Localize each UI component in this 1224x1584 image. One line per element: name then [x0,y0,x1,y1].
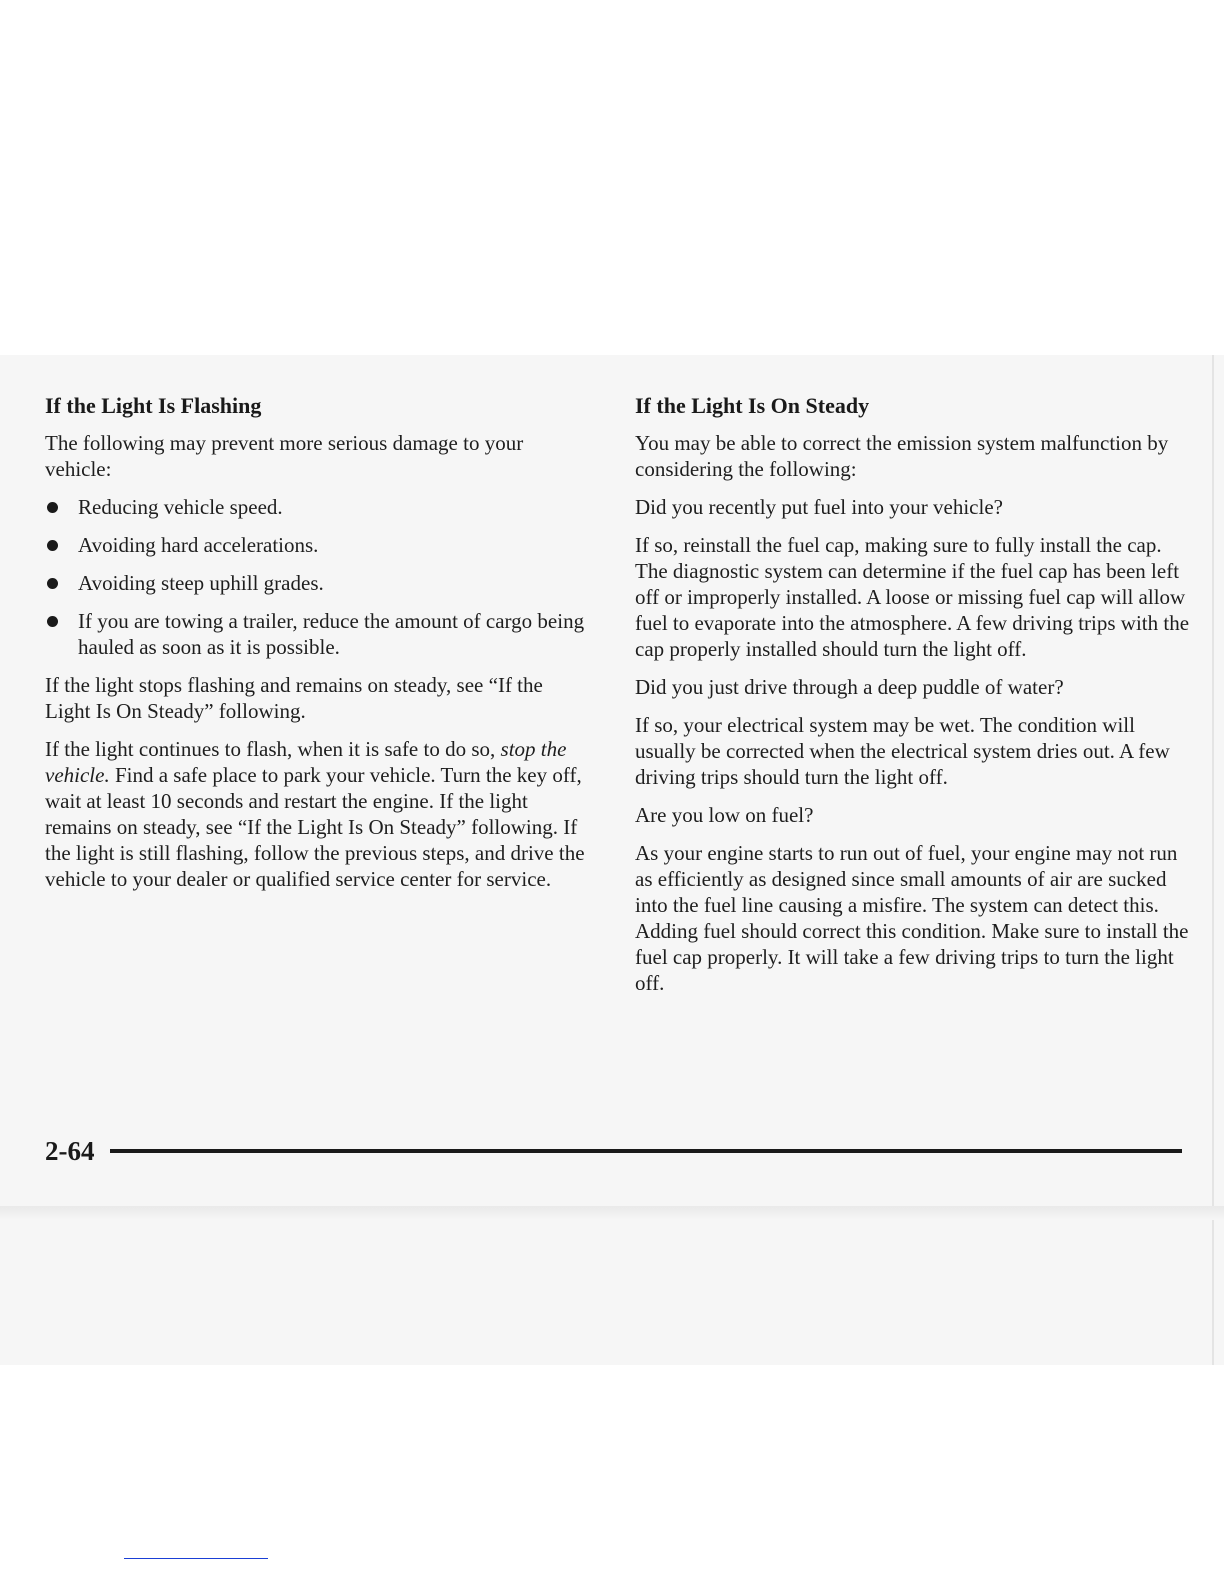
list-item-text: Reducing vehicle speed. [78,495,283,519]
question-puddle: Did you just drive through a deep puddle of water? [635,675,1064,699]
list-item-text: If you are towing a trailer, reduce the amount of cargo being hauled as soon as it is possible. [78,609,585,659]
list-item-text: Avoiding steep uphill grades. [78,571,324,595]
question-low-fuel: Are you low on fuel? [635,803,814,827]
intro-paragraph: You may be able to correct the emission system malfunction by considering the following: [635,431,1169,481]
answer-fuel: If so, reinstall the fuel cap, making sure to fully install the cap. The diagnostic system can determine if the fuel cap has been left off or improperly installed. A loose or missing fuel cap will allow fuel to evaporate into the atmosphere. A few driving trips with the cap properly installed should turn the light off. [635,533,1190,661]
list-item [45,570,590,596]
page-number: 2-64 [45,1136,95,1166]
question-fuel: Did you recently put fuel into your vehicle? [635,495,1003,519]
continues-text-start: If the light continues to flash, when it is safe to do so, [45,737,496,761]
answer-puddle: If so, your electrical system may be wet. The condition will usually be corrected when the electrical system dries out. A few driving trips should turn the light off. [635,713,1170,789]
stop-vehicle-emphasis: stop the vehicle. [45,737,567,787]
section-heading-flashing: If the Light Is Flashing [45,393,262,418]
section-heading-steady: If the Light Is On Steady [635,393,870,418]
bullet-list [45,494,590,660]
list-item [45,608,590,660]
bullet-icon [47,502,58,513]
left-column [45,392,590,904]
scan-shadow [0,1206,1224,1220]
list-item-text: Avoiding hard accelerations. [78,533,319,557]
right-column [635,392,1190,1008]
intro-paragraph: The following may prevent more serious damage to your vehicle: [45,431,524,481]
bullet-icon [47,578,58,589]
answer-low-fuel: As your engine starts to run out of fuel, your engine may not run as efficiently as designed since small amounts of air are sucked into the fuel line causing a misfire. The system can detect this. Adding fuel should correct this condition. Make sure to install the fuel cap properly. It will take a few driving trips to turn the light off. [635,841,1189,995]
list-item [45,494,590,520]
link-underline [124,1558,268,1559]
bullet-icon [47,616,58,627]
continues-flashing-paragraph [45,736,590,892]
bullet-icon [47,540,58,551]
continues-text-end: Find a safe place to park your vehicle. Turn the key off, wait at least 10 seconds and restart the engine. If the light remains on steady, see “If the Light Is On Steady” following. If the light is still flashing, follow the previous steps, and drive the vehicle to your dealer or qualified service center for service. [45,763,585,891]
list-item [45,532,590,558]
footer-rule [110,1149,1182,1153]
stops-flashing-paragraph: If the light stops flashing and remains on steady, see “If the Light Is On Steady” following. [45,673,543,723]
